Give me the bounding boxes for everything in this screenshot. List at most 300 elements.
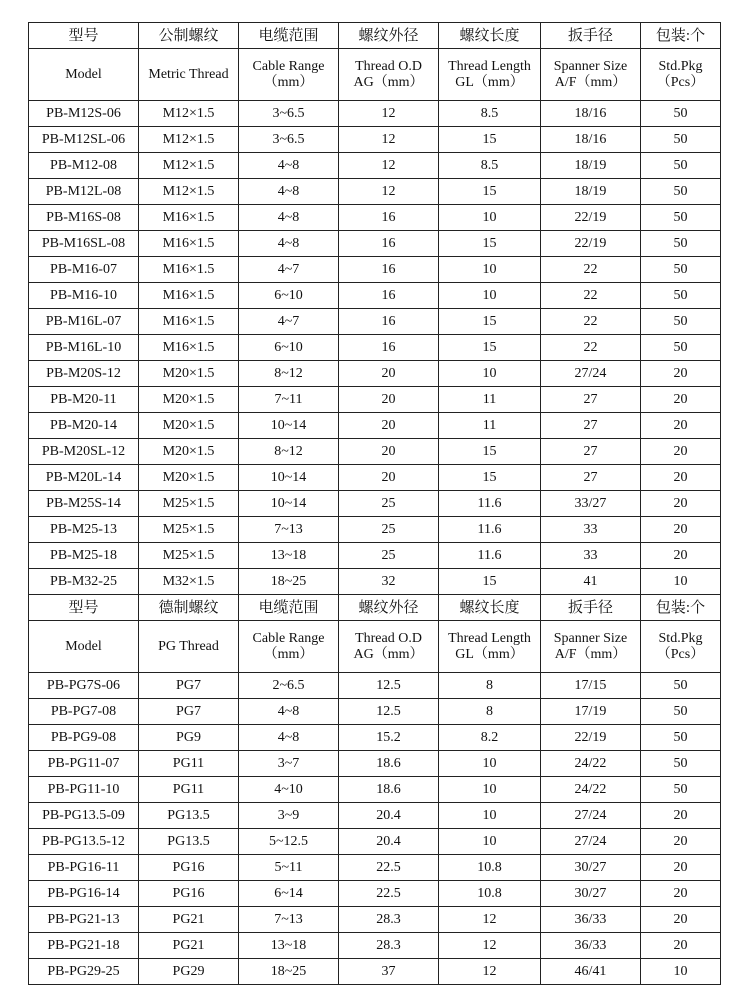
- model-cell: PB-PG7S-06: [29, 673, 139, 699]
- spec-table-body: [29, 23, 721, 985]
- table-row: [29, 413, 721, 439]
- table-row: [29, 387, 721, 413]
- header-line: （mm）: [263, 74, 314, 90]
- thread-cell: PG29: [139, 959, 239, 985]
- table-row: [29, 335, 721, 361]
- header-line: Thread O.D: [355, 58, 422, 74]
- section-header-en-row: [29, 49, 721, 101]
- model-cell: PB-M32-25: [29, 569, 139, 595]
- spanner-size-cell: 18/19: [541, 153, 641, 179]
- header-line: Thread Length: [448, 58, 531, 74]
- std-pkg-cell: 20: [641, 387, 721, 413]
- header-line: A/F（mm）: [554, 646, 627, 662]
- table-row: [29, 439, 721, 465]
- spanner-size-cell: 46/41: [541, 959, 641, 985]
- thread-cell: M16×1.5: [139, 205, 239, 231]
- thread-length-cell: 10.8: [439, 881, 541, 907]
- thread-od-cell: 28.3: [339, 907, 439, 933]
- table-row: [29, 959, 721, 985]
- model-cell: PB-PG16-14: [29, 881, 139, 907]
- thread-cell: PG9: [139, 725, 239, 751]
- thread-length-cell: 11: [439, 413, 541, 439]
- thread-cell: PG11: [139, 777, 239, 803]
- spanner-size-cell: 36/33: [541, 933, 641, 959]
- header-std-pkg-cn: 包装:个: [641, 23, 721, 49]
- thread-length-cell: 12: [439, 959, 541, 985]
- header-line: Cable Range: [252, 58, 325, 74]
- thread-length-cell: 10: [439, 283, 541, 309]
- std-pkg-cell: 50: [641, 257, 721, 283]
- cable-range-cell: 5~12.5: [239, 829, 339, 855]
- cable-range-cell: 4~8: [239, 699, 339, 725]
- thread-od-cell: 16: [339, 283, 439, 309]
- spanner-size-cell: 22: [541, 309, 641, 335]
- thread-cell: PG13.5: [139, 803, 239, 829]
- thread-od-cell: 25: [339, 543, 439, 569]
- spanner-size-cell: 22: [541, 335, 641, 361]
- table-row: [29, 231, 721, 257]
- section-header-cn-row: [29, 23, 721, 49]
- model-cell: PB-M20-14: [29, 413, 139, 439]
- model-cell: PB-M20S-12: [29, 361, 139, 387]
- model-cell: PB-PG21-13: [29, 907, 139, 933]
- std-pkg-cell: 50: [641, 699, 721, 725]
- header-thread-od: [339, 49, 439, 101]
- spanner-size-cell: 18/19: [541, 179, 641, 205]
- thread-od-cell: 12.5: [339, 673, 439, 699]
- header-thread-cn: 公制螺纹: [139, 23, 239, 49]
- table-row: [29, 933, 721, 959]
- thread-od-cell: 18.6: [339, 751, 439, 777]
- header-line: Thread O.D: [355, 630, 422, 646]
- std-pkg-cell: 20: [641, 361, 721, 387]
- std-pkg-cell: 50: [641, 751, 721, 777]
- std-pkg-cell: 20: [641, 907, 721, 933]
- model-cell: PB-M25-18: [29, 543, 139, 569]
- cable-range-cell: 3~9: [239, 803, 339, 829]
- spanner-size-cell: 27: [541, 413, 641, 439]
- header-model: [29, 49, 139, 101]
- table-row: [29, 803, 721, 829]
- thread-length-cell: 15: [439, 465, 541, 491]
- thread-length-cell: 15: [439, 569, 541, 595]
- std-pkg-cell: 50: [641, 179, 721, 205]
- thread-od-cell: 37: [339, 959, 439, 985]
- spanner-size-cell: 18/16: [541, 127, 641, 153]
- table-row: [29, 699, 721, 725]
- table-row: [29, 751, 721, 777]
- thread-length-cell: 8.2: [439, 725, 541, 751]
- spanner-size-cell: 36/33: [541, 907, 641, 933]
- header-thread-length: [439, 621, 541, 673]
- header-line: Spanner Size: [553, 630, 628, 646]
- header-line: Metric Thread: [148, 66, 229, 82]
- std-pkg-cell: 50: [641, 335, 721, 361]
- spanner-size-cell: 27: [541, 387, 641, 413]
- std-pkg-cell: 50: [641, 127, 721, 153]
- model-cell: PB-M16S-08: [29, 205, 139, 231]
- spanner-size-cell: 30/27: [541, 855, 641, 881]
- header-spanner-size-cn: 扳手径: [541, 595, 641, 621]
- std-pkg-cell: 20: [641, 439, 721, 465]
- thread-length-cell: 10: [439, 829, 541, 855]
- header-line: Std.Pkg: [658, 630, 703, 646]
- header-spanner-size-cn: 扳手径: [541, 23, 641, 49]
- thread-length-cell: 15: [439, 439, 541, 465]
- thread-od-cell: 16: [339, 205, 439, 231]
- thread-length-cell: 10: [439, 803, 541, 829]
- table-row: [29, 517, 721, 543]
- spanner-size-cell: 27: [541, 465, 641, 491]
- header-std-pkg: [641, 49, 721, 101]
- header-line: Spanner Size: [553, 58, 628, 74]
- header-spanner-size: [541, 621, 641, 673]
- model-cell: PB-PG29-25: [29, 959, 139, 985]
- header-model-cn: 型号: [29, 23, 139, 49]
- model-cell: PB-PG21-18: [29, 933, 139, 959]
- thread-od-cell: 16: [339, 335, 439, 361]
- thread-od-cell: 20: [339, 465, 439, 491]
- header-cable-range-cn: 电缆范围: [239, 23, 339, 49]
- model-cell: PB-PG13.5-12: [29, 829, 139, 855]
- thread-od-cell: 15.2: [339, 725, 439, 751]
- header-line: AG（mm）: [353, 646, 424, 662]
- table-row: [29, 569, 721, 595]
- cable-range-cell: 8~12: [239, 439, 339, 465]
- header-thread-length: [439, 49, 541, 101]
- thread-length-cell: 8.5: [439, 153, 541, 179]
- thread-cell: PG21: [139, 933, 239, 959]
- spanner-size-cell: 17/19: [541, 699, 641, 725]
- model-cell: PB-M16SL-08: [29, 231, 139, 257]
- header-line: Thread Length: [448, 630, 531, 646]
- spanner-size-cell: 27/24: [541, 803, 641, 829]
- model-cell: PB-M12SL-06: [29, 127, 139, 153]
- header-thread-od-cn: 螺纹外径: [339, 23, 439, 49]
- thread-cell: PG16: [139, 881, 239, 907]
- spanner-size-cell: 33/27: [541, 491, 641, 517]
- table-row: [29, 673, 721, 699]
- model-cell: PB-M25S-14: [29, 491, 139, 517]
- spanner-size-cell: 33: [541, 517, 641, 543]
- thread-cell: PG7: [139, 699, 239, 725]
- cable-gland-spec-table: [28, 22, 721, 985]
- table-row: [29, 881, 721, 907]
- cable-range-cell: 10~14: [239, 465, 339, 491]
- thread-cell: M20×1.5: [139, 361, 239, 387]
- header-cable-range: [239, 621, 339, 673]
- spanner-size-cell: 22/19: [541, 205, 641, 231]
- thread-cell: M16×1.5: [139, 309, 239, 335]
- table-row: [29, 907, 721, 933]
- thread-od-cell: 28.3: [339, 933, 439, 959]
- thread-length-cell: 15: [439, 309, 541, 335]
- table-row: [29, 543, 721, 569]
- cable-range-cell: 3~6.5: [239, 127, 339, 153]
- spanner-size-cell: 18/16: [541, 101, 641, 127]
- cable-range-cell: 4~8: [239, 153, 339, 179]
- thread-od-cell: 18.6: [339, 777, 439, 803]
- header-line: Model: [65, 638, 102, 654]
- model-cell: PB-M20L-14: [29, 465, 139, 491]
- spanner-size-cell: 22/19: [541, 231, 641, 257]
- thread-length-cell: 8.5: [439, 101, 541, 127]
- std-pkg-cell: 20: [641, 803, 721, 829]
- model-cell: PB-M16L-10: [29, 335, 139, 361]
- std-pkg-cell: 50: [641, 101, 721, 127]
- table-row: [29, 101, 721, 127]
- spanner-size-cell: 22: [541, 257, 641, 283]
- std-pkg-cell: 20: [641, 517, 721, 543]
- thread-cell: M25×1.5: [139, 543, 239, 569]
- std-pkg-cell: 50: [641, 205, 721, 231]
- table-row: [29, 309, 721, 335]
- cable-range-cell: 13~18: [239, 543, 339, 569]
- spanner-size-cell: 27: [541, 439, 641, 465]
- model-cell: PB-PG11-10: [29, 777, 139, 803]
- thread-od-cell: 20: [339, 361, 439, 387]
- thread-od-cell: 12: [339, 179, 439, 205]
- std-pkg-cell: 20: [641, 933, 721, 959]
- thread-od-cell: 22.5: [339, 881, 439, 907]
- thread-od-cell: 20: [339, 387, 439, 413]
- cable-range-cell: 7~13: [239, 517, 339, 543]
- thread-od-cell: 25: [339, 517, 439, 543]
- thread-cell: M20×1.5: [139, 439, 239, 465]
- header-line: （Pcs）: [656, 646, 705, 662]
- thread-od-cell: 25: [339, 491, 439, 517]
- std-pkg-cell: 50: [641, 231, 721, 257]
- header-thread-length-cn: 螺纹长度: [439, 23, 541, 49]
- table-row: [29, 153, 721, 179]
- cable-range-cell: 3~6.5: [239, 101, 339, 127]
- thread-length-cell: 10.8: [439, 855, 541, 881]
- model-cell: PB-M16L-07: [29, 309, 139, 335]
- table-row: [29, 491, 721, 517]
- spanner-size-cell: 27/24: [541, 361, 641, 387]
- model-cell: PB-M20-11: [29, 387, 139, 413]
- thread-cell: PG11: [139, 751, 239, 777]
- cable-range-cell: 5~11: [239, 855, 339, 881]
- cable-range-cell: 6~10: [239, 283, 339, 309]
- model-cell: PB-M20SL-12: [29, 439, 139, 465]
- header-thread: [139, 621, 239, 673]
- thread-cell: M25×1.5: [139, 517, 239, 543]
- header-line: AG（mm）: [353, 74, 424, 90]
- header-spanner-size: [541, 49, 641, 101]
- thread-length-cell: 8: [439, 673, 541, 699]
- thread-length-cell: 11.6: [439, 543, 541, 569]
- model-cell: PB-M12-08: [29, 153, 139, 179]
- header-line: PG Thread: [158, 638, 219, 654]
- header-line: GL（mm）: [455, 74, 524, 90]
- thread-od-cell: 12.5: [339, 699, 439, 725]
- thread-length-cell: 11.6: [439, 491, 541, 517]
- header-std-pkg-cn: 包装:个: [641, 595, 721, 621]
- std-pkg-cell: 20: [641, 881, 721, 907]
- cable-range-cell: 10~14: [239, 491, 339, 517]
- thread-cell: M32×1.5: [139, 569, 239, 595]
- cable-range-cell: 4~8: [239, 179, 339, 205]
- cable-range-cell: 4~10: [239, 777, 339, 803]
- thread-length-cell: 10: [439, 205, 541, 231]
- cable-range-cell: 4~8: [239, 231, 339, 257]
- table-row: [29, 465, 721, 491]
- model-cell: PB-M16-10: [29, 283, 139, 309]
- std-pkg-cell: 10: [641, 959, 721, 985]
- model-cell: PB-M12L-08: [29, 179, 139, 205]
- header-std-pkg: [641, 621, 721, 673]
- thread-cell: M20×1.5: [139, 387, 239, 413]
- table-row: [29, 179, 721, 205]
- model-cell: PB-M25-13: [29, 517, 139, 543]
- thread-cell: PG7: [139, 673, 239, 699]
- header-model: [29, 621, 139, 673]
- thread-length-cell: 15: [439, 335, 541, 361]
- thread-cell: M12×1.5: [139, 101, 239, 127]
- cable-range-cell: 6~14: [239, 881, 339, 907]
- std-pkg-cell: 20: [641, 829, 721, 855]
- model-cell: PB-PG13.5-09: [29, 803, 139, 829]
- model-cell: PB-PG7-08: [29, 699, 139, 725]
- thread-od-cell: 16: [339, 231, 439, 257]
- spanner-size-cell: 41: [541, 569, 641, 595]
- header-line: Model: [65, 66, 102, 82]
- cable-range-cell: 13~18: [239, 933, 339, 959]
- thread-cell: PG16: [139, 855, 239, 881]
- cable-range-cell: 4~8: [239, 205, 339, 231]
- header-line: （mm）: [263, 646, 314, 662]
- thread-cell: M20×1.5: [139, 465, 239, 491]
- header-thread-od-cn: 螺纹外径: [339, 595, 439, 621]
- thread-length-cell: 8: [439, 699, 541, 725]
- cable-range-cell: 2~6.5: [239, 673, 339, 699]
- header-line: A/F（mm）: [554, 74, 627, 90]
- model-cell: PB-PG9-08: [29, 725, 139, 751]
- table-row: [29, 361, 721, 387]
- table-row: [29, 127, 721, 153]
- spanner-size-cell: 33: [541, 543, 641, 569]
- header-line: Std.Pkg: [658, 58, 703, 74]
- thread-cell: M16×1.5: [139, 257, 239, 283]
- thread-cell: M16×1.5: [139, 231, 239, 257]
- section-header-cn-row: [29, 595, 721, 621]
- cable-range-cell: 4~7: [239, 257, 339, 283]
- header-thread: [139, 49, 239, 101]
- header-line: Cable Range: [252, 630, 325, 646]
- thread-od-cell: 32: [339, 569, 439, 595]
- model-cell: PB-M12S-06: [29, 101, 139, 127]
- header-line: GL（mm）: [455, 646, 524, 662]
- thread-length-cell: 10: [439, 777, 541, 803]
- thread-od-cell: 20: [339, 439, 439, 465]
- spanner-size-cell: 30/27: [541, 881, 641, 907]
- std-pkg-cell: 20: [641, 491, 721, 517]
- thread-cell: M25×1.5: [139, 491, 239, 517]
- std-pkg-cell: 50: [641, 673, 721, 699]
- table-row: [29, 283, 721, 309]
- std-pkg-cell: 50: [641, 725, 721, 751]
- cable-range-cell: 7~13: [239, 907, 339, 933]
- spanner-size-cell: 27/24: [541, 829, 641, 855]
- model-cell: PB-PG16-11: [29, 855, 139, 881]
- std-pkg-cell: 20: [641, 465, 721, 491]
- cable-range-cell: 7~11: [239, 387, 339, 413]
- thread-od-cell: 12: [339, 101, 439, 127]
- section-header-en-row: [29, 621, 721, 673]
- thread-cell: M16×1.5: [139, 283, 239, 309]
- cable-range-cell: 3~7: [239, 751, 339, 777]
- spanner-size-cell: 17/15: [541, 673, 641, 699]
- thread-od-cell: 20.4: [339, 803, 439, 829]
- thread-length-cell: 12: [439, 907, 541, 933]
- std-pkg-cell: 50: [641, 309, 721, 335]
- thread-length-cell: 15: [439, 231, 541, 257]
- cable-range-cell: 10~14: [239, 413, 339, 439]
- thread-length-cell: 10: [439, 361, 541, 387]
- thread-cell: M12×1.5: [139, 179, 239, 205]
- header-model-cn: 型号: [29, 595, 139, 621]
- header-line: （Pcs）: [656, 74, 705, 90]
- thread-length-cell: 12: [439, 933, 541, 959]
- thread-length-cell: 15: [439, 179, 541, 205]
- thread-cell: M12×1.5: [139, 127, 239, 153]
- thread-od-cell: 16: [339, 309, 439, 335]
- cable-range-cell: 4~7: [239, 309, 339, 335]
- table-row: [29, 777, 721, 803]
- cable-range-cell: 6~10: [239, 335, 339, 361]
- std-pkg-cell: 10: [641, 569, 721, 595]
- table-row: [29, 205, 721, 231]
- header-thread-od: [339, 621, 439, 673]
- std-pkg-cell: 20: [641, 413, 721, 439]
- thread-cell: PG13.5: [139, 829, 239, 855]
- thread-length-cell: 10: [439, 751, 541, 777]
- std-pkg-cell: 50: [641, 283, 721, 309]
- thread-od-cell: 20.4: [339, 829, 439, 855]
- thread-od-cell: 12: [339, 127, 439, 153]
- thread-cell: M20×1.5: [139, 413, 239, 439]
- table-row: [29, 725, 721, 751]
- model-cell: PB-PG11-07: [29, 751, 139, 777]
- cable-range-cell: 18~25: [239, 569, 339, 595]
- header-cable-range-cn: 电缆范围: [239, 595, 339, 621]
- thread-od-cell: 22.5: [339, 855, 439, 881]
- thread-length-cell: 11: [439, 387, 541, 413]
- model-cell: PB-M16-07: [29, 257, 139, 283]
- thread-od-cell: 16: [339, 257, 439, 283]
- cable-range-cell: 18~25: [239, 959, 339, 985]
- thread-cell: PG21: [139, 907, 239, 933]
- thread-length-cell: 11.6: [439, 517, 541, 543]
- spanner-size-cell: 24/22: [541, 751, 641, 777]
- header-thread-length-cn: 螺纹长度: [439, 595, 541, 621]
- thread-cell: M16×1.5: [139, 335, 239, 361]
- spanner-size-cell: 22: [541, 283, 641, 309]
- thread-od-cell: 20: [339, 413, 439, 439]
- header-cable-range: [239, 49, 339, 101]
- std-pkg-cell: 20: [641, 543, 721, 569]
- thread-cell: M12×1.5: [139, 153, 239, 179]
- table-row: [29, 829, 721, 855]
- cable-range-cell: 8~12: [239, 361, 339, 387]
- thread-od-cell: 12: [339, 153, 439, 179]
- cable-range-cell: 4~8: [239, 725, 339, 751]
- std-pkg-cell: 50: [641, 153, 721, 179]
- table-row: [29, 855, 721, 881]
- table-row: [29, 257, 721, 283]
- header-thread-cn: 德制螺纹: [139, 595, 239, 621]
